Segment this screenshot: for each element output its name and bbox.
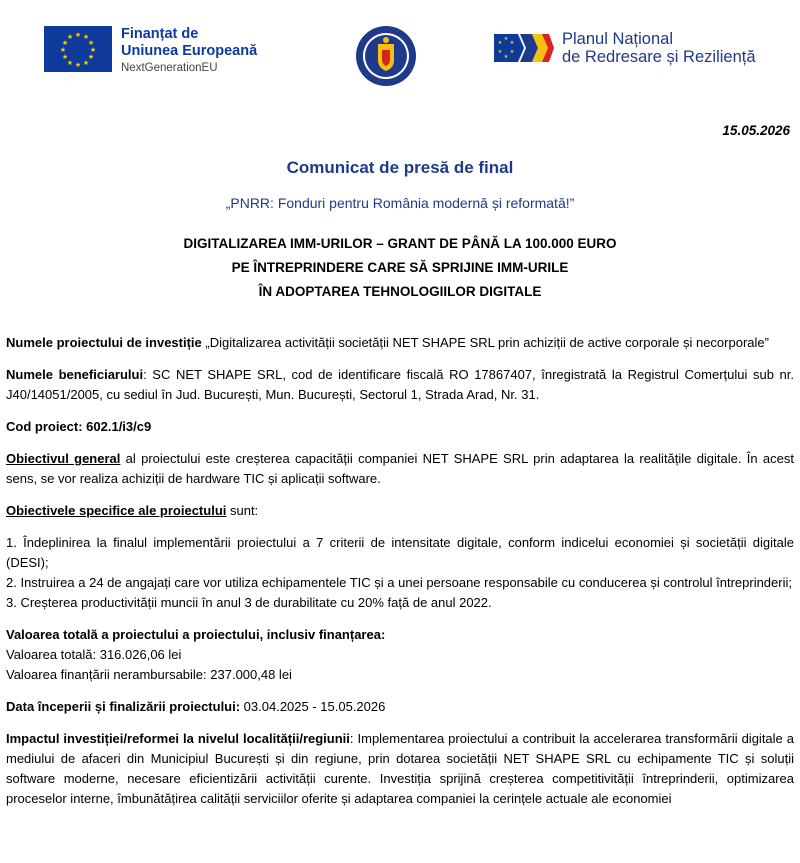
romanian-government-seal-icon — [354, 24, 418, 88]
svg-text:★: ★ — [87, 53, 95, 61]
header-logos — [0, 18, 800, 88]
eu-flag-icon — [44, 26, 112, 72]
svg-text:★: ★ — [61, 39, 69, 47]
svg-text:★: ★ — [61, 53, 69, 61]
svg-text:★: ★ — [497, 40, 503, 47]
general-objective-label: Obiectivul general — [6, 451, 121, 466]
impact-paragraph — [6, 729, 794, 809]
svg-text:★: ★ — [503, 36, 509, 43]
pnrr-logo-line1: Planul Național — [562, 30, 673, 48]
specific-objectives-label: Obiectivele specifice ale proiectului — [6, 503, 227, 518]
project-code: Cod proiect: 602.1/i3/c9 — [6, 419, 152, 434]
project-value-heading: Valoarea totală a proiectului a proiectului, inclusiv finanțarea: — [6, 627, 386, 642]
project-name-paragraph — [6, 333, 794, 353]
project-dates-paragraph — [6, 697, 794, 717]
pnrr-flags-icon — [494, 31, 554, 65]
page-title: Comunicat de presă de final — [286, 158, 514, 177]
svg-text:★: ★ — [59, 46, 67, 54]
svg-text:★: ★ — [82, 59, 90, 67]
eu-funding-logo — [44, 26, 257, 76]
svg-text:★: ★ — [497, 49, 503, 56]
non-refundable-value: Valoarea finanțării nerambursabile: 237.000,48 lei — [6, 667, 292, 682]
headline — [0, 232, 800, 304]
document-date: 15.05.2026 — [722, 123, 790, 138]
headline-line2: PE ÎNTREPRINDERE CARE SĂ SPRIJINE IMM-URILE — [231, 260, 569, 275]
specific-objective-item: 3. Creșterea productivității muncii în anul 3 de durabilitate cu 20% față de anul 2022. — [6, 595, 492, 610]
svg-text:★: ★ — [74, 31, 82, 39]
eu-logo-line2: Uniunea Europeană — [121, 42, 258, 59]
general-objective-paragraph — [6, 449, 794, 489]
impact-value: : Implementarea proiectului a contribuit la accelerarea transformării digitale a mediului de afaceri din Municipiul București și din regiune, prin dotarea societății NET SHAPE SRL cu echipamente TIC și soluții software moderne, necesare eficientizării activității curente. Investiția sprijină creșterea competitivității întreprinderii, optimizarea proceselor interne, îmbunătățirea calității serviciilor oferite și adaptarea companiei la cerințele actuale ale economiei — [6, 731, 794, 806]
svg-text:★: ★ — [66, 59, 74, 67]
specific-objective-item: 2. Instruirea a 24 de angajați care vor utiliza echipamentele TIC și a unei persoane responsabile cu conducerea și controlul întreprinderii; — [6, 575, 792, 590]
svg-text:★: ★ — [503, 54, 509, 61]
pnrr-logo — [494, 30, 756, 66]
general-objective-value: al proiectului este creșterea capacității companiei NET SHAPE SRL prin adaptarea la realitățile digitale. În acest sens, se vor realiza achiziții de hardware TIC și aplicații software. — [6, 451, 794, 486]
specific-objectives-heading: Obiectivele specifice ale proiectului sunt: — [6, 503, 259, 518]
svg-text:★: ★ — [509, 40, 515, 47]
eu-logo-line3: NextGenerationEU — [121, 62, 218, 75]
project-dates-value: 03.04.2025 - 15.05.2026 — [240, 699, 386, 714]
project-name-value: „Digitalizarea activității societății NET SHAPE SRL prin achiziții de active corporale și necorporale” — [201, 335, 769, 350]
project-name-label: Numele proiectului de investiție — [6, 335, 202, 350]
beneficiary-value: : SC NET SHAPE SRL, cod de identificare fiscală RO 17867407, înregistrată la Registrul Comerțului sub nr. J40/14051/2005, cu sediul în Jud. București, Mun. București, Sectorul 1, Strada Arad, Nr. 31. — [6, 367, 795, 402]
project-dates-label: Data începerii și finalizării proiectului: — [6, 699, 241, 714]
impact-label: Impactul investiției/reformei la nivelul localității/regiunii — [6, 731, 350, 746]
motto: „PNRR: Fonduri pentru România modernă și reformată!” — [225, 195, 575, 211]
eu-logo-line1: Finanțat de — [121, 26, 199, 42]
svg-text:★: ★ — [66, 33, 74, 41]
document-body — [6, 333, 794, 821]
pnrr-logo-line2: de Redresare și Reziliență — [562, 48, 756, 67]
svg-text:★: ★ — [509, 49, 515, 56]
headline-line1: DIGITALIZAREA IMM-URILOR – GRANT DE PÂNĂ LA 100.000 EURO — [183, 236, 617, 251]
specific-objective-item: 1. Îndeplinirea la finalul implementării proiectului a 7 criterii de intensitate digitale, conform indicelui economiei și societății digitale (DESI); — [6, 535, 794, 570]
beneficiary-paragraph — [6, 365, 794, 405]
headline-line3: ÎN ADOPTAREA TEHNOLOGIILOR DIGITALE — [258, 284, 542, 299]
total-value: Valoarea totală: 316.026,06 lei — [6, 647, 182, 662]
svg-text:★: ★ — [87, 39, 95, 47]
beneficiary-label: Numele beneficiarului — [6, 367, 144, 382]
svg-text:★: ★ — [74, 61, 82, 69]
svg-text:★: ★ — [89, 46, 97, 54]
svg-text:★: ★ — [82, 33, 90, 41]
